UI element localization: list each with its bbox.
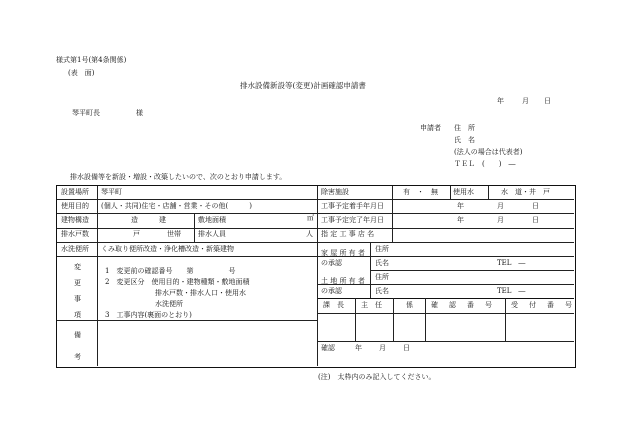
purpose-value[interactable]: (個人・共同)住宅・店舗・営業・その他( ) xyxy=(101,202,252,210)
date-year: 年 xyxy=(497,97,504,105)
end-date-label: 工事予定完了年月日 xyxy=(321,216,384,224)
date-month: 月 xyxy=(522,97,529,105)
households-label: 排水戸数 xyxy=(61,230,89,238)
land-owner-approval: の承認 xyxy=(321,287,342,295)
office-header-staff: 係 xyxy=(406,301,413,309)
document-title: 排水設備新設等(変更)計画確認申請書 xyxy=(240,81,366,90)
confirm-month: 月 xyxy=(379,344,386,352)
removal-facility-value[interactable]: 有 ・ 無 xyxy=(403,188,438,196)
office-header-receipt-no: 受 付 番 号 xyxy=(511,301,574,309)
end-year[interactable]: 年 xyxy=(457,216,464,224)
change-item-3: 3 工事内容(裏面のとおり) xyxy=(105,311,192,319)
land-owner-name-label: 氏名 xyxy=(375,287,389,295)
site-area-label: 敷地面積 xyxy=(198,216,226,224)
office-header-senior: 主 任 xyxy=(361,301,382,309)
applicant-rep-note: (法人の場合は代表者) xyxy=(454,148,523,156)
office-header-confirm-no: 確 認 番 号 xyxy=(431,301,494,309)
form-side: (表 面) xyxy=(68,69,95,77)
location-label: 設置場所 xyxy=(61,188,89,196)
change-item-2b: 排水戸数・排水人口・使用水 xyxy=(155,289,246,297)
applicant-tel: ＴＥＬ ( ) ― xyxy=(454,160,516,168)
people-label: 排水人員 xyxy=(198,230,226,238)
confirm-label: 確認 xyxy=(321,344,335,352)
remarks-label-2: 考 xyxy=(74,353,81,361)
people-unit: 人 xyxy=(306,230,313,238)
change-label-1: 変 xyxy=(74,263,81,271)
house-owner-tel: TEL ― xyxy=(497,259,526,267)
confirm-year: 年 xyxy=(355,344,362,352)
removal-facility-label: 除害施設 xyxy=(321,188,349,196)
location-value[interactable]: 琴平町 xyxy=(101,188,122,196)
contractor-label: 指 定 工 事 店 名 xyxy=(321,230,375,238)
start-date-label: 工事予定着手年月日 xyxy=(321,202,384,210)
toilet-value[interactable]: くみ取り便所改造・浄化槽改造・新築建物 xyxy=(101,245,234,253)
change-label-3: 事 xyxy=(74,295,81,303)
confirm-day: 日 xyxy=(403,344,410,352)
change-item-2c: 水洗便所 xyxy=(155,300,183,308)
toilet-label: 水洗便所 xyxy=(61,245,89,253)
purpose-label: 使用目的 xyxy=(61,202,89,210)
water-source-value[interactable]: 水 道・井 戸 xyxy=(501,188,550,196)
house-owner-approval: の承認 xyxy=(321,259,342,267)
applicant-address-label: 住 所 xyxy=(454,124,475,132)
addressee-name: 琴平町長 xyxy=(72,109,100,117)
date-day: 日 xyxy=(544,97,551,105)
applicant-name-label: 氏 名 xyxy=(454,136,475,144)
households-unit2: 世帯 xyxy=(167,230,181,238)
application-table xyxy=(56,185,576,368)
land-owner-address-label: 住所 xyxy=(375,273,389,281)
house-owner-address-label: 住所 xyxy=(375,245,389,253)
end-month[interactable]: 月 xyxy=(497,216,504,224)
form-number: 様式第1号(第4条関係) xyxy=(56,56,127,64)
land-owner-label: 土 地 所 有 者 xyxy=(321,277,365,285)
start-day[interactable]: 日 xyxy=(532,202,539,210)
applicant-label: 申請者 xyxy=(420,124,441,132)
change-label-4: 項 xyxy=(74,311,81,319)
structure-value[interactable]: 造 建 xyxy=(131,216,166,224)
addressee-honorific: 様 xyxy=(136,109,143,117)
office-header-chief: 課 長 xyxy=(323,301,344,309)
remarks-label-1: 備 xyxy=(74,331,81,339)
house-owner-name-label: 氏名 xyxy=(375,259,389,267)
start-year[interactable]: 年 xyxy=(457,202,464,210)
intro-text: 排水設備等を新設・増設・改築したいので、次のとおり申請します。 xyxy=(70,173,287,181)
house-owner-label: 家 屋 所 有 者 xyxy=(321,249,365,257)
change-item-2: 2 変更区分 使用目的・建物種類・敷地面積 xyxy=(105,278,250,286)
change-label-2: 更 xyxy=(74,279,81,287)
footnote: (注) 太枠内のみ記入してください。 xyxy=(318,373,436,381)
start-month[interactable]: 月 xyxy=(497,202,504,210)
site-area-unit: ㎡ xyxy=(307,214,314,222)
change-item-1: 1 変更前の確認番号 第 号 xyxy=(105,267,236,275)
land-owner-tel: TEL ― xyxy=(497,287,526,295)
end-day[interactable]: 日 xyxy=(532,216,539,224)
structure-label: 建物構造 xyxy=(61,216,89,224)
households-unit: 戸 xyxy=(133,230,140,238)
water-source-label: 使用水 xyxy=(453,188,474,196)
